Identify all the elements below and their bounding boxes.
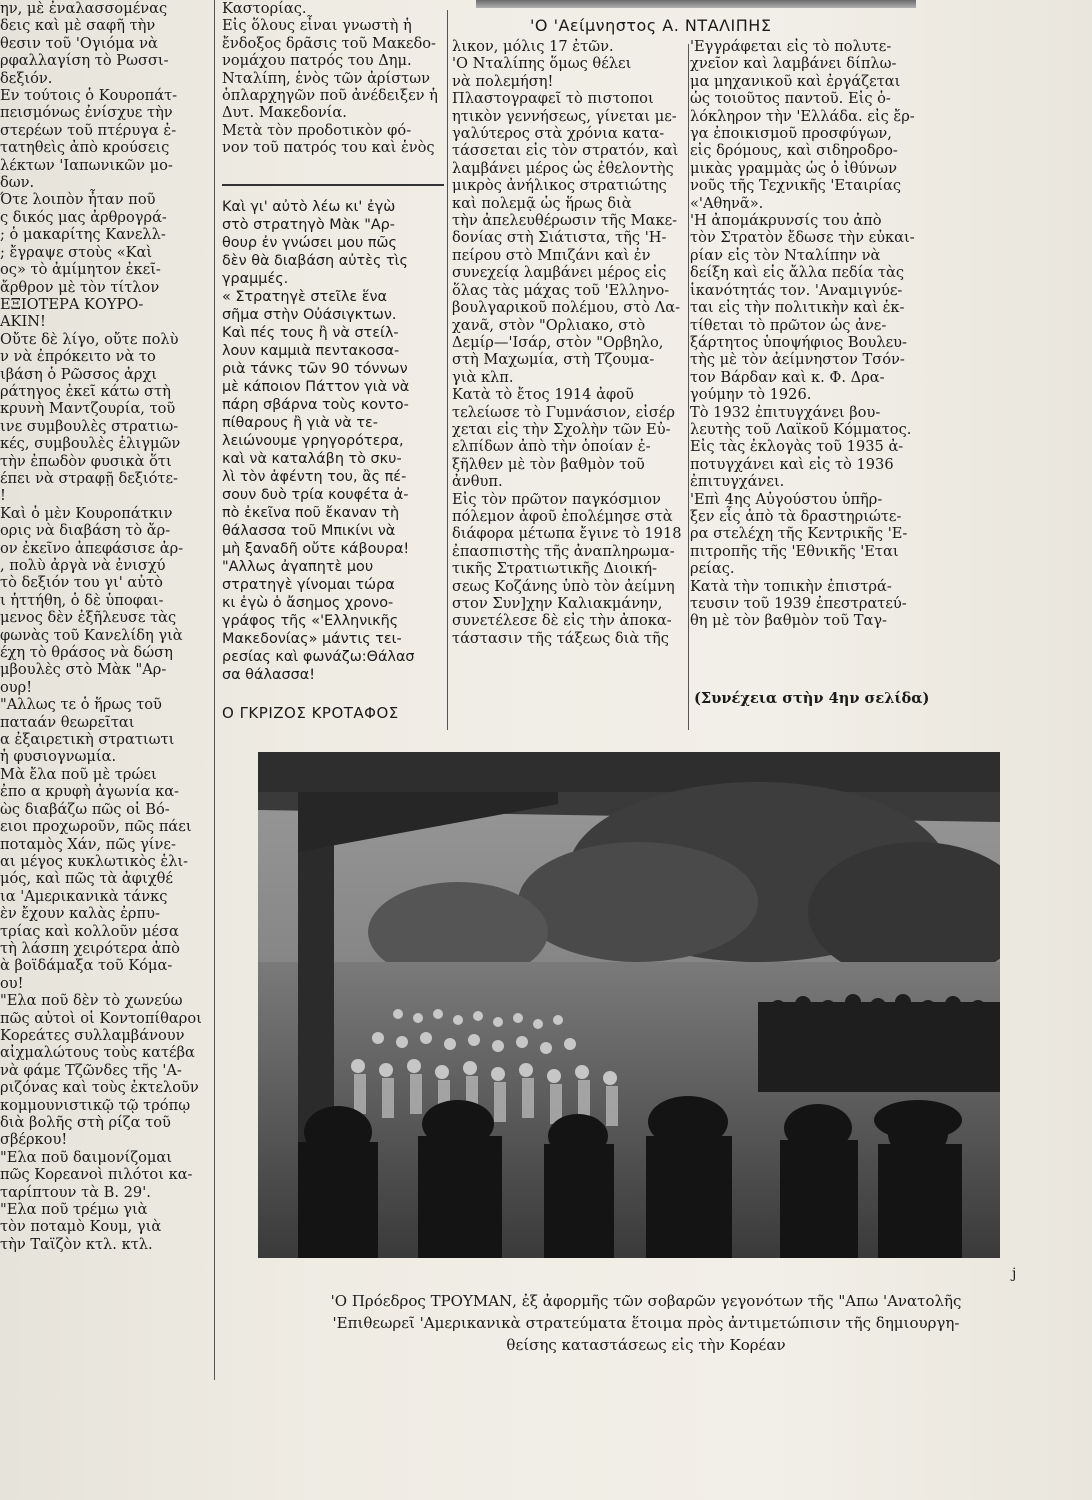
section-rule: [222, 184, 444, 186]
column-divider: [688, 44, 689, 730]
top-photo-strip: [476, 0, 916, 8]
column-fourth: [690, 38, 930, 728]
column-third: [452, 38, 686, 728]
caption-line-2: 'Επιθεωρεῖ 'Αμερικανικὰ στρατεύματα ἕτοιμα πρὸς ἀντιμετώπισιν τῆς δημιουργη-: [332, 1314, 960, 1332]
caption-line-3: θείσης καταστάσεως εἰς τὴν Κορέαν: [506, 1336, 786, 1354]
column-second-top-text: Καστορίας. Εἰς ὅλους εἶναι γνωστὴ ἡ ἔνδοξος δρᾶσις τοῦ Μακεδο- νομάχου πατρός του Δημ. Νταλίπη, ἑνὸς τῶν ἀρίστων ὁπλαρχηγῶν ποῦ ἀνέδειξεν ἡ Δυτ. Μακεδονία. Μετὰ τὸν προδοτικὸν φό- νον τοῦ πατρός του καὶ ἑνὸς: [222, 0, 438, 157]
column-third-text: λικον, μόλις 17 ἐτῶν. 'Ο Νταλίπης ὅμως θέλει νὰ πολεμήση! Πλαστογραφεῖ τὸ πιστοποι ητικὸν γεννήσεως, γίνεται με- γαλύτερος στὰ χρόνια κατα- τάσσεται εἰς τὸν στρατόν, καὶ λαμβάνει μέρος ὡς ἐθελοντὴς μικρὸς ἀνήλικος στρατιώτης καὶ πολεμᾷ ὡς ἥρως διὰ τὴν ἀπελευθέρωσιν τῆς Μακε- δονίας στὴ Σιάτιστα, τῆς 'Η- πείρου στὸ Μπιζάνι καὶ ἐν συνεχείᾳ λαμβάνει μέρος εἰς ὅλας τὰς μάχας τοῦ 'Ελληνο- βουλγαρικοῦ πολέμου, στὸ Λα- χανᾶ, στὸν "Ορλιακο, στὸ Δεμίρ—'Ισάρ, στὸν "Ορβηλο, στὴ Μαχωμία, στὴ Τζουμα- γιὰ κλπ. Κατὰ τὸ ἔτος 1914 ἀφοῦ τελείωσε τὸ Γυμνάσιον, εἰσέρ χεται εἰς τὴν Σχολὴν τῶν Εὐ- ελπίδων ἀπὸ τὴν ὁποίαν ἐ- ξῆλθεν μὲ τὸν βαθμὸν τοῦ ἀνθυπ. Εἰς τὸν πρῶτον παγκόσμιον πόλεμον ἀφοῦ ἐπολέμησε στὰ διάφορα μέτωπα ἔγινε τὸ 1918 ἐπασπιστὴς τῆς ἀναπληρωμα- τικῆς Στρατιωτικῆς Διοική- σεως Κοζάνης ὑπὸ τὸν ἀείμνη στον Συν]χην Καλιακμάνην, συνετέλεσε δὲ εἰς τὴν ἀποκα- τάστασιν τῆς τάξεως διὰ τῆς: [452, 38, 682, 647]
photo-caption: [306, 1290, 986, 1356]
column-divider: [447, 10, 448, 730]
column-second-bottom-text: Καὶ γι' αὐτὸ λέω κι' ἐγὼ στὸ στρατηγὸ Μὰκ "Αρ- θουρ ἐν γνώσει μου πῶς δὲν θὰ διαβάση αὐτὲς τὶς γραμμές. « Στρατηγὲ στεῖλε ἕνα σῆμα στὴν Οὐάσιγκτων. Καὶ πές τους ἢ νὰ στείλ- λουν καμμιὰ πεντακοσα- ριὰ τάνκς τῶν 90 τόννων μὲ κάποιον Πάττον γιὰ νὰ πάρη σβάρνα τοὺς κοντο- πίθαρους ἢ γιὰ νὰ τε- λειώνουμε γρηγορότερα, καὶ νὰ καταλάβη τὸ σκυ- λὶ τὸν ἀφέντη του, ἂς πέ- σουν δυὸ τρία κουφέτα ἀ- πὸ ἐκεῖνα ποῦ ἔκαναν τὴ θάλασσα τοῦ Μπικίνι νὰ μὴ ξαναδῆ οὔτε κάβουρα! "Αλλως ἀγαπητὲ μου στρατηγὲ γίνομαι τώρα κι ἐγὼ ὁ ἄσημος χρονο- γράφος τῆς «'Ελληνικῆς Μακεδονίας» μάντις τει- ρεσίας καὶ φωνάζω:Θάλασ σα θάλασσα!: [222, 199, 415, 683]
column-left: [0, 0, 230, 1390]
column-divider: [214, 0, 215, 1380]
continued-note: (Συνέχεια στὴν 4ην σελίδα): [694, 690, 930, 707]
column-second-bottom: [222, 198, 444, 728]
column-fourth-text: 'Εγγράφεται εἰς τὸ πολυτε- χνεῖον καὶ λαμβάνει δίπλω- μα μηχανικοῦ καὶ ἐργάζεται ὡς τοιοῦτος παντοῦ. Εἰς ὁ- λόκληρον τὴν 'Ελλάδα. εἰς ἔρ- γα ἐποικισμοῦ προσφύγων, εἰς δρόμους, καὶ σιδηροδρο- μικὰς γραμμὰς ὡς ὁ ἰθύνων νοῦς τῆς Τεχνικῆς 'Εταιρίας «'Αθηνᾶ». 'Η ἀπομάκρυνσίς του ἀπὸ τὸν Στρατὸν ἔδωσε τὴν εὐκαι- ρίαν εἰς τὸν Νταλίπην νὰ δείξη καὶ εἰς ἄλλα πεδία τὰς ἱκανότητάς τον. 'Αναμιγνύε- ται εἰς τὴν πολιτικὴν καὶ ἐκ- τίθεται τὸ πρῶτον ὡς ἀνε- ξάρτητος ὑποψήφιος Βουλευ- τὴς μὲ τὸν ἀείμνηστον Τσόν- τον Βάρδαν καὶ κ. Φ. Δρα- γούμην τὸ 1926. Τὸ 1932 ἐπιτυγχάνει βου- λευτὴς τοῦ Λαϊκοῦ Κόμματος. Εἰς τὰς ἐκλογὰς τοῦ 1935 ἀ- ποτυγχάνει καὶ εἰς τὸ 1936 ἐπιτυγχάνει. 'Επὶ 4ης Αὐγούστου ὑπῆρ- ξεν εἷς ἀπὸ τὰ δραστηριώτε- ρα στελέχη τῆς Κεντρικῆς 'Ε- πιτροπῆς τῆς 'Εθνικῆς 'Εται ρείας. Κατὰ τὴν τοπικὴν ἐπιστρά- τευσιν τοῦ 1939 ἐπεστρατεύ- θη μὲ τὸν βαθμὸν τοῦ Ταγ-: [690, 38, 915, 630]
news-photo: [258, 752, 1000, 1258]
author-signature: Ο ΓΚΡΙΖΟΣ ΚΡΟΤΑΦΟΣ: [222, 704, 399, 722]
column-second-top: [222, 0, 444, 178]
column-left-text: ην, μὲ ἐναλασσομένας δεις καὶ μὲ σαφῆ τὴν θεσιν τοῦ 'Ογιόμα νὰ ρφαλλαγίση τὸ Ρωσσι- δεξιόν. Εν τούτοις ὁ Κουροπάτ- πεισμόνως ἐνίσχυε τὴν στερέων τοῦ πτέρυγα ἐ- τατηθεὶς ἀπὸ κρούσεις λέκτων 'Ιαπωνικῶν μο- δων. Ότε λοιπὸν ἦταν ποῦ ς δικός μας ἀρθρογρά- ; ὁ μακαρίτης Κανελλ- ; ἔγραψε στοὺς «Καὶ ος» τὸ ἀμίμητον ἐκεῖ- ἄρθρον μὲ τὸν τίτλον ΕΞΙΟΤΕΡΑ ΚΟΥΡΟ- ΑΚΙΝ! Οὔτε δὲ λίγο, οὔτε πολὺ ν νὰ ἐπρόκειτο νὰ το ιβάση ὁ Ρῶσσος ἀρχι ράτηγος ἐκεῖ κάτω στὴ κρυνὴ Μαντζουρία, τοῦ ινε συμβουλὲς στρατιω- κές, συμβουλὲς ἑλιγμῶν τὴν ἐπωδὸν φυσικὰ ὅτι έπει νὰ στραφῇ δεξιότε- ! Καὶ ὁ μὲν Κουροπάτκιν ορις νὰ διαβάση τὸ ἄρ- ον ἐκεῖνο ἀπεφάσισε ἀρ- , πολὺ ἀργὰ νὰ ἐνισχύ τὸ δεξιόν του γι' αὐτὸ ι ἡττήθη, ὁ δὲ ὑποφαι- μενος δὲν ἐξῆλευσε τὰς φωνὰς τοῦ Κανελίδη γιὰ έχη τὸ θράσος νὰ δώση μβουλὲς στὸ Μὰκ "Αρ- ουρ! "Αλλως τε ὁ ἥρως τοῦ παταάν θεωρεῖται α ἐξαιρετικὴ στρατιωτι ἡ φυσιογνωμία. Μὰ ἔλα ποῦ μὲ τρώει ἐπο α κρυφὴ ἀγωνία κα- ὼς διαβάζω πῶς οἱ Βό- ειοι προχωροῦν, πῶς πάει ποταμὸς Χάν, πῶς γίνε- αι μέγος κυκλωτικὸς ἑλι- μός, καὶ πῶς τὰ ἀφιχθέ ια 'Αμερικανικὰ τάνκς ὲν ἔχουν καλὰς ἐρπυ- τρίας καὶ κολλοῦν μέσα τὴ λάσπη χειρότερα ἀπὸ ὰ βοϊδάμαξα τοῦ Κόμα- ου! "Ελα ποῦ δὲν τὸ χωνεύω πῶς αὐτοὶ οἱ Κοντοπίθαροι Κορεάτες συλλαμβάνουν αἰχμαλώτους τοὺς κατέβα νὰ φάμε Τζῶνδες τῆς 'Α- ριζόνας καὶ τοὺς ἐκτελοῦν κομμουνιστικῷ τῷ τρόπῳ διὰ βολῆς στὴ ρίζα τοῦ σβέρκου! "Ελα ποῦ δαιμονίζομαι πῶς Κορεανοὶ πιλότοι κα- ταρίπτουν τὰ Β. 29'. "Ελα ποῦ τρέμω γιὰ τὸν ποταμὸ Κουμ, γιὰ τὴν Ταϊζὸν κτλ. κτλ.: [0, 0, 202, 1253]
caption-line-1: 'Ο Πρόεδρος ΤΡΟΥΜΑΝ, ἐξ ἀφορμῆς τῶν σοβαρῶν γεγονότων τῆς "Απω 'Ανατολῆς: [330, 1292, 962, 1310]
margin-mark: j: [1012, 1266, 1017, 1282]
article-headline: 'Ο 'Αείμνηστος Α. ΝΤΑΛΙΠΗΣ: [530, 16, 772, 35]
photo-illustration: [258, 752, 1000, 1258]
